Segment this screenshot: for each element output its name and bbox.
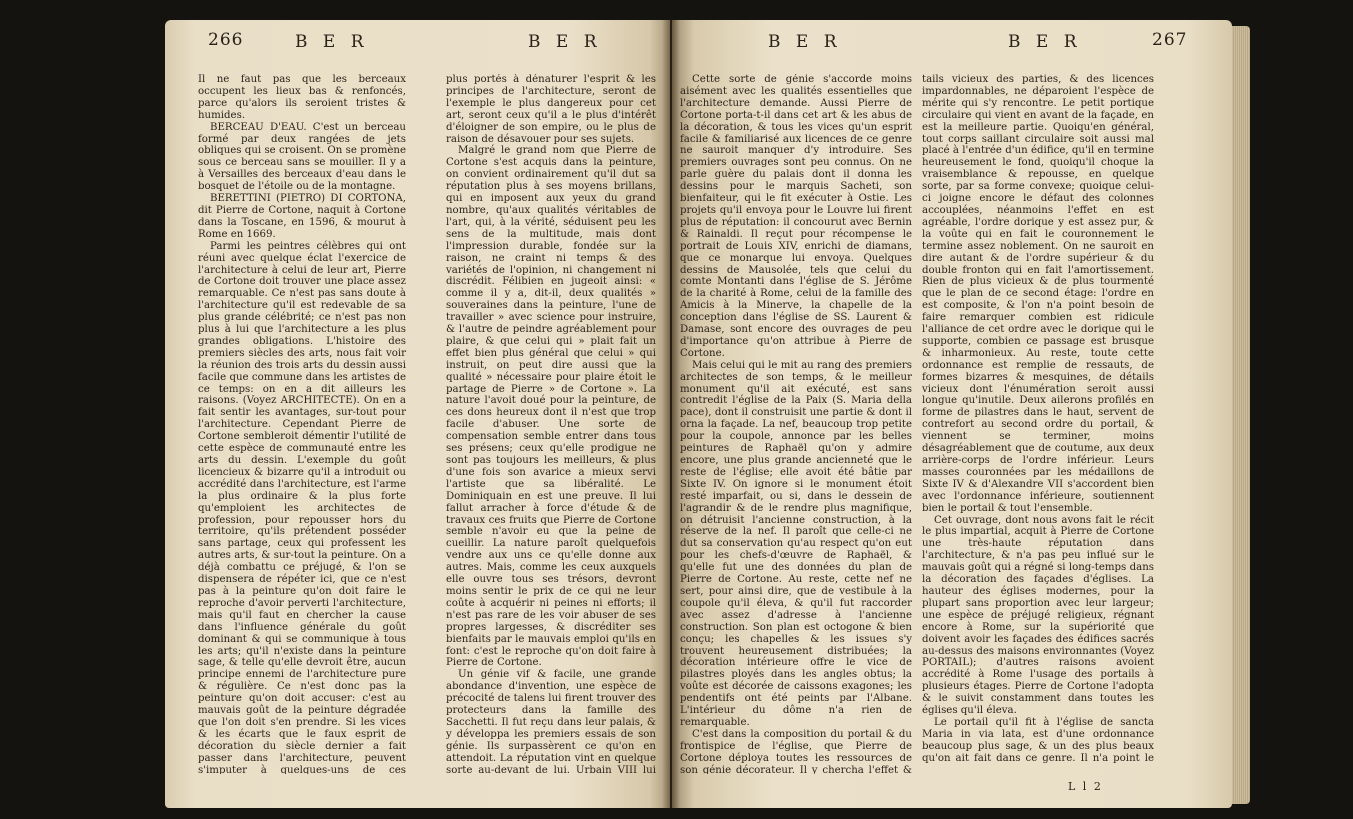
left-column-2 — [446, 74, 656, 774]
paragraph: Il ne faut pas que les berceaux occupent les lieux bas & renfoncés, parce qu'alors ils seroient tristes & humides. — [198, 74, 406, 121]
running-head-right: B E R — [1008, 32, 1082, 52]
folio-right: 267 — [1152, 30, 1188, 50]
paragraph: Un génie vif & facile, une grande abondance d'invention, une espèce de précocité de talens lui firent trouver des protecteurs dans la famille des Sacchetti. Il fut reçu dans leur palais, & y développa les premiers essais de son génie. Ils surpassèrent ce qu'on en attendoit. La réputation vint en quelque sorte au-devant de lui. Urbain VIII lui — [446, 669, 656, 774]
running-head-right-col1: B E R — [768, 32, 842, 52]
right-column-2 — [922, 74, 1154, 764]
gutter-shadow — [662, 20, 680, 808]
paragraph: Cet ouvrage, dont nous avons fait le récit le plus impartial, acquit à Pierre de Cortone une très-haute réputation dans l'architecture, & n'a pas peu influé sur le mauvais goût qui a régné si long-temps dans la décoration des façades d'églises. La hauteur des églises modernes, pour la plupart sans proportion avec leur largeur; une espèce de préjugé religieux, régnant encore à Rome, sur la supériorité que doivent avoir les façades des édifices sacrés au-dessus des maisons environnantes (Voyez PORTAIL); d'autres raisons avoient accrédité à Rome l'usage des portails à plusieurs étages. Pierre de Cortone l'adopta & le suivit constamment dans toutes les églises qu'il éleva. — [922, 514, 1154, 717]
paragraph: Malgré le grand nom que Pierre de Cortone s'est acquis dans la peinture, on convient ordinairement qu'il dut sa réputation plus à ses moyens brillans, qui en imposent aux yeux du grand nombre, qu'aux qualités véritables de l'art, qui, à la vérité, séduisent peu les sens de la multitude, mais dont l'impression durable, fondée sur la raison, ne craint ni temps & des variétés de l'opinion, ni changement ni discrédit. Félibien en jugeoit ainsi: « comme il y a, dit-il, deux qualités » souveraines dans la peinture, l'une de travailler » avec science pour instruire, & l'autre de peindre agréablement pour plaire, & que celui qui » plait fait un effet bien plus général que celui » qui instruit, on peut dire aussi que la qualité » nécessaire pour plaire étoit le partage de Pierre » de Cortone ». La nature l'avoit doué pour la peinture, de ces dons heureux dont il n'est que trop facile d'abuser. Une sorte de compensation semble entrer dans tous ses présens; ceux qu'elle prodigue ne sont pas toujours les meilleurs, & plus d'une fois son avarice a mieux servi l'artiste que sa libéralité. Le Dominiquain en est une preuve. Il lui fallut arracher à force d'étude & de travaux ces fruits que Pierre de Cortone semble n'avoir eu que la peine de cueillir. La nature paroît quelquefois vendre aux uns ce qu'elle donne aux autres. Mais, comme les ceux auxquels elle ouvre tous ses trésors, devront moins sentir le prix de ce qui ne leur coûte à acquérir ni peines ni efforts; il n'est pas rare de les voir abuser de ses propres largesses, & discréditer ses bienfaits par le mauvais emploi qu'ils en font: c'est le reproche qu'on doit faire à Pierre de Cortone. — [446, 145, 656, 669]
paragraph: C'est dans la composition du portail & du frontispice de l'église, que Pierre de Cortone déploya toutes les ressources de son génie décorateur. Il y chercha l'effet & — [680, 728, 912, 774]
paragraph: BERCEAU D'EAU. C'est un berceau formé par deux rangées de jets obliques qui se croisent. On se promène sous ce berceau sans se mouiller. Il y a à Versailles des berceaux d'eau dans le bosquet de l'étoile ou de la montagne. — [198, 121, 406, 193]
paragraph: Parmi les peintres célèbres qui ont réuni avec quelque éclat l'exercice de l'architecture à celui de leur art, Pierre de Cortone doit trouver une place assez remarquable. Ce n'est pas sans doute à l'architecture qu'il est redevable de sa plus grande célébrité; ce n'est pas non plus à lui que l'architecture a les plus grandes obligations. L'histoire des premiers siècles des arts, nous fait voir la réunion des trois arts du dessin aussi facile que commune dans les artistes de ce temps: on en a dit ailleurs les raisons. (Voyez ARCHITECTE). On en a fait sentir les avantages, sur-tout pour l'architecture. Cependant Pierre de Cortone sembleroit démentir l'utilité de cette espèce de communauté entre les arts du dessin. L'exemple du goût licencieux & bizarre qu'il a introduit ou accrédité dans l'architecture, est l'arme la plus ordinaire & la plus forte qu'emploient les architectes de profession, pour repousser hors du territoire, qu'ils prétendent posséder sans partage, ceux qui professent les autres arts, & sur-tout la peinture. On a déjà combattu ce préjugé, & l'on se dispensera de répéter ici, que ce n'est pas à la peinture qu'on doit faire le reproche d'avoir perverti l'architecture, mais qu'il faut en chercher la cause dans l'influence générale du goût dominant & qui se communique à tous les arts; qu'il n'existe dans la peinture sage, & telle qu'elle devroit être, aucun principe ennemi de l'architecture pure & régulière. Ce n'est donc pas la peinture qu'on doit accuser: c'est au mauvais goût de la peinture dégradée que l'on doit s'en prendre. Si les vices & les écarts que le faux esprit de décoration du siècle dernier a fait passer dans l'architecture, peuvent s'imputer à quelques-uns de ces — [198, 240, 406, 774]
paragraph: Le portail qu'il fit à l'église de sancta Maria in via lata, est d'une ordonnance beaucoup plus sage, & un des plus beaux qu'on ait fait dans ce genre. Il n'a point le — [922, 716, 1154, 764]
paragraph: plus portés à dénaturer l'esprit & les principes de l'architecture, seront de l'exemple le plus dangereux pour cet art, seront ceux qu'il a le plus d'intérêt d'éloigner de son empire, ou le plus de raison de désavouer pour ses sujets. — [446, 74, 656, 145]
signature-mark: L l 2 — [1068, 780, 1103, 793]
right-column-1 — [680, 74, 912, 774]
folio-left: 266 — [208, 30, 244, 50]
paragraph: Mais celui qui le mit au rang des premiers architectes de son temps, & le meilleur monument qu'il ait exécuté, est sans contredit l'église de la Paix (S. Maria della pace), dont il construisit une partie & dont il orna la façade. La nef, beaucoup trop petite pour la coupole, annonce par les belles peintures de Raphaël qu'on y admire encore, une plus grande ancienneté que le reste de l'église; elle avoit été bâtie par Sixte IV. On ignore si le monument étoit resté imparfait, ou si, dans le dessein de l'agrandir & de le rendre plus magnifique, on détruisit l'ancienne construction, à la réserve de la nef. Il paroît que celle-ci ne dut sa conservation qu'au respect qu'on eut pour les chefs-d'œuvre de Raphaël, & qu'elle fut une des données du plan de Pierre de Cortone. Au reste, cette nef ne sert, pour ainsi dire, que de vestibule à la coupole qu'il éleva, & qu'il fut raccorder avec assez d'adresse à l'ancienne construction. Son plan est octogone & bien conçu; les chapelles & les issues s'y trouvent heureusement distribuées; la décoration intérieure offre le vice de pilastres ployés dans les angles obtus; la voûte est décorée de caissons exagones; les pendentifs ont été peints par l'Albane. L'intérieur du dôme n'a rien de remarquable. — [680, 359, 912, 728]
paragraph: tails vicieux des parties, & des licences impardonnables, ne déparoient l'espèce de mérite qui s'y rencontre. Le petit portique circulaire qui vient en avant de la façade, en est la meilleure partie. Quoiqu'en général, tout corps saillant circulaire soit aussi mal placé à l'entrée d'un édifice, qu'il en termine heureusement le fond, quoiqu'il choque la vraisemblance & repousse, en quelque sorte, par sa forme convexe; quoique celui-ci joigne encore le défaut des colonnes accouplées, néanmoins l'effet en est agréable, l'ordre dorique y est assez pur, & la voûte qui en fait le couronnement le termine assez noblement. On ne sauroit en dire autant & de l'ordre supérieur & du double fronton qui en fait l'amortissement. Rien de plus vicieux & de plus tourmenté que le plan de ce second étage: l'ordre en est composite, & l'on n'a point besoin de faire remarquer combien est ridicule l'alliance de cet ordre avec le dorique qui le supporte, combien ce passage est brusque & inharmonieux. Au reste, toute cette ordonnance est remplie de ressauts, de formes bizarres & mesquines, de détails vicieux dont l'énumération seroit aussi longue qu'inutile. Deux ailerons profilés en forme de pilastres dans le haut, servent de contrefort au second ordre du portail, & viennent se terminer, moins désagréablement que de coutume, aux deux arrière-corps de l'ordre inférieur. Leurs masses couronnées par les médaillons de Sixte IV & d'Alexandre VII s'accordent bien avec l'ordonnance inférieure, soutiennent bien le portail & tout l'ensemble. — [922, 74, 1154, 514]
paragraph: BERETTINI (PIETRO) DI CORTONA, dit Pierre de Cortone, naquit à Cortone dans la Toscane, en 1596, & mourut à Rome en 1669. — [198, 193, 406, 240]
running-head-left: B E R — [295, 32, 369, 52]
paragraph: Cette sorte de génie s'accorde moins aisément avec les qualités essentielles que l'architecture demande. Aussi Pierre de Cortone porta-t-il dans cet art & les abus de la décoration, & tous les vices qu'un esprit facile & familiarisé aux licences de ce genre ne sauroit manquer d'y introduire. Ses premiers ouvrages sont peu connus. On ne parle guère du palais dont il donna les dessins pour le marquis Sacheti, son bienfaiteur, qui le fit exécuter à Ostie. Les projets qu'il envoya pour le Louvre lui firent plus de réputation: il concourut avec Bernin & Rainaldi. Il reçut pour récompense le portrait de Louis XIV, enrichi de diamans, que ce monarque lui envoya. Quelques dessins de Mausolée, tels que celui du comte Montanti dans l'église de S. Jérôme de la charité à Rome, celui de la famille des Amicis à la Minerve, la chapelle de la conception dans l'église de SS. Laurent & Damase, sont encore des ouvrages de peu d'importance qu'on attribue à Pierre de Cortone. — [680, 74, 912, 359]
page-edges — [1232, 26, 1250, 804]
left-column-1 — [198, 74, 406, 774]
running-head-left-col2: B E R — [528, 32, 602, 52]
